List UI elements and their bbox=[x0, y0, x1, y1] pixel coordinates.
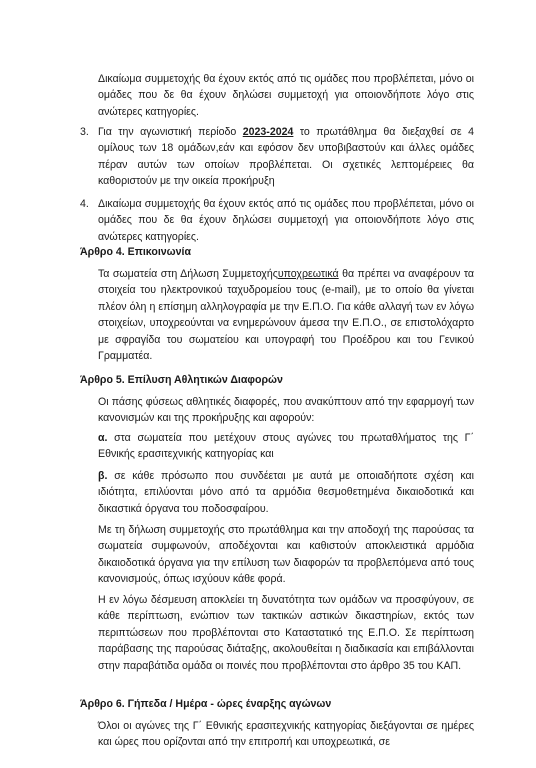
article-5-paragraph-2: Με τη δήλωση συμμετοχής στο πρωτάθλημα και την αποδοχή της παρούσας τα σωματεία συμφωνούν, αποδέχονται και καθιστούν αποκλειστικά αρμόδια δικαιοδοτικά όργανα για την επίλυση των διαφορών τα προβλεπόμενα από τους κανονισμούς, όπως ισχύουν κάθε φορά. bbox=[98, 524, 474, 586]
list-number-4: 4. bbox=[80, 198, 89, 210]
list-item-3: Για την αγωνιστική περίοδο 2023-2024 το πρωτάθλημα θα διεξαχθεί σε 4 ομίλους των 18 ομάδων,εάν και εφόσον δεν υποβιβαστούν και άλλες ομάδες πέραν αυτών των οποίων προβλέπεται. Οι σχετικές λεπτομέρειες θα καθοριστούν με την οικεία προκήρυξη bbox=[98, 126, 474, 188]
season-period: 2023-2024 bbox=[242, 126, 294, 138]
article-5-paragraph-1: Οι πάσης φύσεως αθλητικές διαφορές, που ανακύπτουν από την εφαρμογή των κανονισμών και της προκήρυξης και αφορούν: bbox=[98, 396, 474, 425]
article-5-item-a: α. στα σωματεία που μετέχουν στους αγώνες του πρωταθλήματος της Γ΄ Εθνικής ερασιτεχνικής κατηγορίας και bbox=[98, 432, 474, 461]
article-5-paragraph-3: Η εν λόγω δέσμευση αποκλείει τη δυνατότητα των ομάδων να προσφύγουν, σε κάθε περίπτωση, ενώπιον των τακτικών αστικών δικαστηρίων, εκτός των περιπτώσεων που προβλέπονται στο Καταστατικό της Ε.Π.Ο. Σε περίπτωση παράβασης της παρούσας διάταξης, ακολουθείται η διαδικασία και επιβάλλονται στην παραβάτιδα ομάδα οι ποινές που προβλέπονται στο άρθρο 35 του ΚΑΠ. bbox=[98, 594, 474, 672]
article-4-heading: Άρθρο 4. Επικοινωνία bbox=[80, 246, 191, 258]
article-6-paragraph-1: Όλοι οι αγώνες της Γ΄ Εθνικής ερασιτεχνικής κατηγορίας διεξάγονται σε ημέρες και ώρες που ορίζονται από την επιτροπή και υποχρεωτικά, σε bbox=[98, 720, 474, 749]
required-emphasis: υποχρεωτικά bbox=[277, 268, 339, 280]
article-5-heading: Άρθρο 5. Επίλυση Αθλητικών Διαφορών bbox=[80, 374, 283, 386]
list-number-3: 3. bbox=[80, 126, 89, 138]
article-6-heading: Άρθρο 6. Γήπεδα / Ημέρα - ώρες έναρξης αγώνων bbox=[80, 698, 332, 710]
article-5-item-b: β. σε κάθε πρόσωπο που συνδέεται με αυτά με οποιαδήποτε σχέση και ιδιότητα, επιλύονται μόνο από τα αρμόδια θεσμοθετημένα δικαιοδοτικά και δικαστικά όργανα του ποδοσφαίρου. bbox=[98, 470, 474, 515]
item-label-a: α. bbox=[98, 432, 108, 444]
list-item-4: Δικαίωμα συμμετοχής θα έχουν εκτός από τις ομάδες που προβλέπεται, μόνο οι ομάδες που δε θα έχουν δηλώσει συμμετοχή για οποιονδήποτε λόγο στις ανώτερες κατηγορίες. bbox=[98, 198, 474, 243]
item-label-b: β. bbox=[98, 470, 108, 482]
paragraph-text: Δικαίωμα συμμετοχής θα έχουν εκτός από τις ομάδες που προβλέπεται, μόνο οι ομάδες που δε θα έχουν δηλώσει συμμετοχή για οποιονδήποτε λόγο στις ανώτερες κατηγορίες. bbox=[98, 73, 474, 118]
paragraph-participation bbox=[98, 71, 474, 120]
article-4-paragraph: Τα σωματεία στη Δήλωση Συμμετοχήςυποχρεωτικά θα πρέπει να αναφέρουν τα στοιχεία του ηλεκτρονικού ταχυδρομείου τους (e-mail), με το οποίο θα γίνεται πλέον όλη η επίσημη αλληλογραφία με την Ε.Π.Ο. Για κάθε αλλαγή των εν λόγω στοιχείων, υποχρεούνται να ενημερώνουν άμεσα την Ε.Π.Ο., σε επιστολόχαρτο με σφραγίδα του σωματείου και υπογραφή του Προέδρου και του Γενικού Γραμματέα. bbox=[98, 268, 474, 363]
